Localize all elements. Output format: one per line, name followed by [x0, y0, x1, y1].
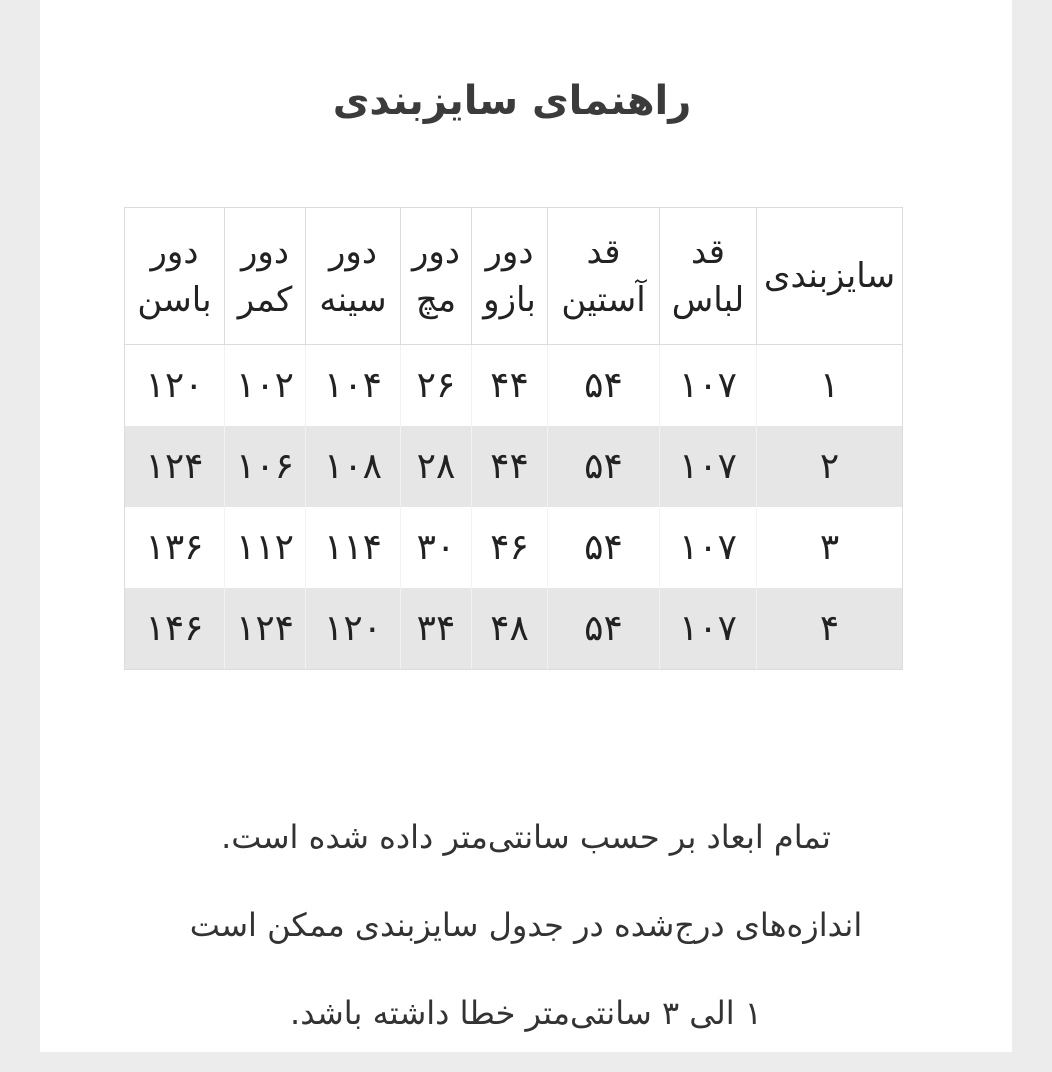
table-cell: ۲۸ [401, 426, 472, 507]
header-arm-circumference: دور بازو [472, 208, 548, 345]
note-units: تمام ابعاد بر حسب سانتی‌متر داده شده است. [221, 818, 831, 856]
table-cell: ۱ [757, 345, 903, 427]
table-cell: ۱۳۶ [125, 507, 225, 588]
table-cell: ۴۶ [472, 507, 548, 588]
header-size: سایزبندی [757, 208, 903, 345]
table-row [125, 588, 903, 670]
table-cell: ۱۲۰ [306, 588, 401, 670]
table-cell: ۱۰۷ [660, 426, 757, 507]
table-cell: ۱۰۶ [225, 426, 306, 507]
table-cell: ۴۸ [472, 588, 548, 670]
table-cell: ۱۲۴ [225, 588, 306, 670]
table-cell: ۵۴ [548, 507, 660, 588]
page-title: راهنمای سایزبندی [332, 78, 692, 124]
table-cell: ۱۴۶ [125, 588, 225, 670]
header-hip-circumference: دور باسن [125, 208, 225, 345]
header-chest-circumference: دور سینه [306, 208, 401, 345]
size-notes [0, 808, 1052, 1072]
table-cell: ۵۴ [548, 588, 660, 670]
table-cell: ۵۴ [548, 426, 660, 507]
header-dress-length: قد لباس [660, 208, 757, 345]
table-cell: ۱۰۷ [660, 345, 757, 427]
table-header-row [125, 208, 903, 345]
table-cell: ۳ [757, 507, 903, 588]
table-cell: ۱۰۴ [306, 345, 401, 427]
note-tolerance-range: ۱ الی ۳ سانتی‌متر خطا داشته باشد. [290, 994, 762, 1032]
table-row [125, 426, 903, 507]
table-cell: ۲ [757, 426, 903, 507]
table-cell: ۱۲۰ [125, 345, 225, 427]
table-cell: ۱۱۲ [225, 507, 306, 588]
table-cell: ۳۰ [401, 507, 472, 588]
table-row [125, 507, 903, 588]
table-cell: ۴ [757, 588, 903, 670]
table-cell: ۳۴ [401, 588, 472, 670]
table-cell: ۱۰۷ [660, 507, 757, 588]
table-cell: ۱۱۴ [306, 507, 401, 588]
header-sleeve-length: قد آستین [548, 208, 660, 345]
note-tolerance: اندازه‌های درج‌شده در جدول سایزبندی ممکن است [189, 906, 863, 944]
table-cell: ۵۴ [548, 345, 660, 427]
table-cell: ۱۰۸ [306, 426, 401, 507]
table-cell: ۲۶ [401, 345, 472, 427]
table-cell: ۴۴ [472, 426, 548, 507]
header-wrist-circumference: دور مچ [401, 208, 472, 345]
table-row [125, 345, 903, 427]
content-panel [40, 0, 1012, 1052]
table-cell: ۱۰۲ [225, 345, 306, 427]
table-cell: ۱۲۴ [125, 426, 225, 507]
table-cell: ۴۴ [472, 345, 548, 427]
header-waist-circumference: دور کمر [225, 208, 306, 345]
size-chart-table [124, 207, 903, 670]
table-cell: ۱۰۷ [660, 588, 757, 670]
